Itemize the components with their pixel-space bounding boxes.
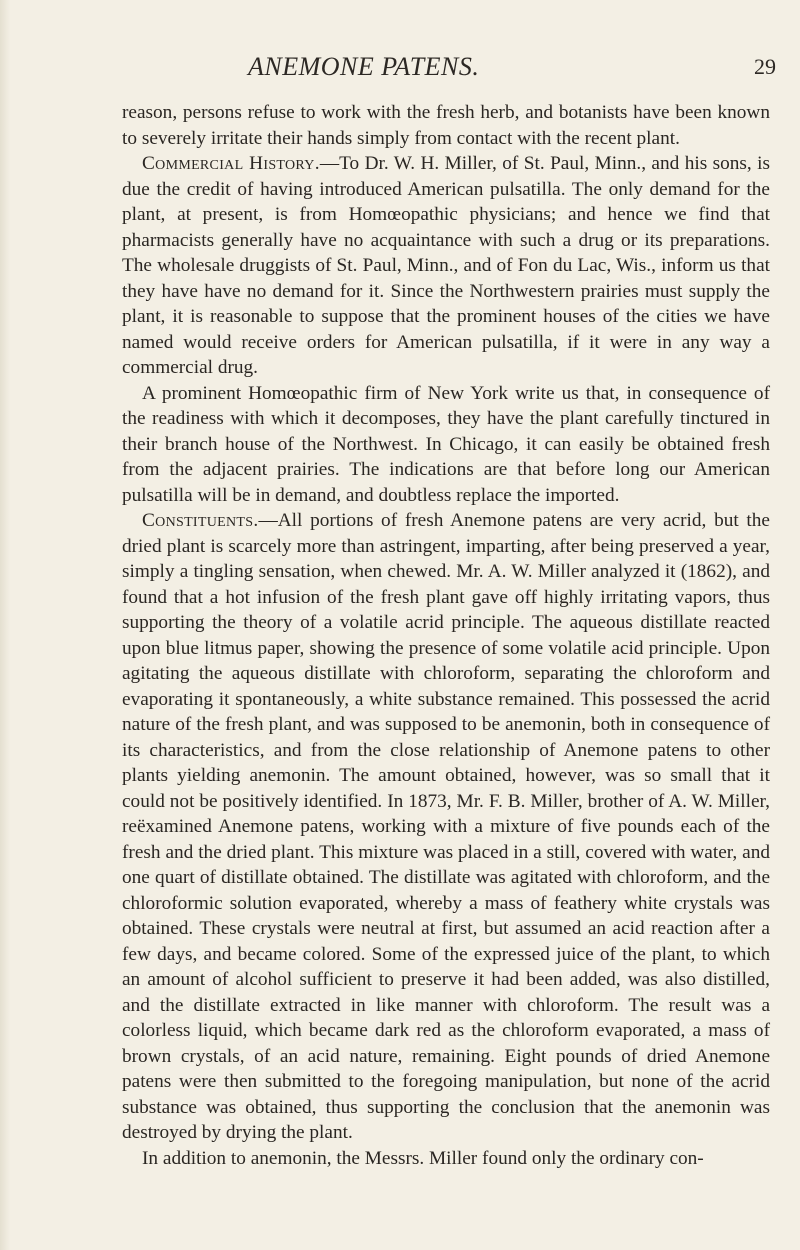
paragraph xyxy=(122,100,770,151)
page-gutter xyxy=(0,0,10,1250)
paragraph xyxy=(122,151,770,381)
body-text xyxy=(122,100,770,1171)
paragraph-text: reason, persons refuse to work with the fresh herb, and botanists have been known to severely irritate their hands simply from contact with the recent plant. xyxy=(122,102,770,149)
section-heading: Constituents. xyxy=(142,510,259,531)
section-heading: Commercial History. xyxy=(142,153,320,174)
paragraph xyxy=(122,381,770,509)
page-number: 29 xyxy=(754,54,776,79)
paragraph xyxy=(122,1146,770,1172)
paragraph-text: A prominent Homœopathic firm of New York write us that, in consequence of the readiness with which it decomposes, they have the plant carefully tinctured in their branch house of the Northwest. In Chicago, it can easily be obtained fresh from the adjacent prairies. The indications are that before long our American pulsatilla will be in demand, and doubtless replace the imported. xyxy=(122,382,770,506)
paragraph-text: In addition to anemonin, the Messrs. Miller found only the ordinary con- xyxy=(142,1147,704,1169)
page-header xyxy=(0,50,800,84)
running-title: ANEMONE PATENS. xyxy=(248,52,480,81)
paragraph xyxy=(122,508,770,1146)
paragraph-text: —To Dr. W. H. Miller, of St. Paul, Minn., and his sons, is due the credit of having introduced American pulsatilla. The only demand for the plant, at present, is from Homœopathic physicians; and hence we find that pharmacists generally have no acquaintance with such a drug or its preparations. The wholesale druggists of St. Paul, Minn., and of Fon du Lac, Wis., inform us that they have have no demand for it. Since the Northwestern prairies must supply the plant, it is reasonable to suppose that the prominent houses of the cities we have named would receive orders for American pulsatilla, if it were in any way a commercial drug. xyxy=(122,153,771,378)
paragraph-text: —All portions of fresh Anemone patens are very acrid, but the dried plant is scarcely more than astringent, imparting, after being preserved a year, simply a tingling sensation, when chewed. Mr. A. W. Miller analyzed it (1862), and found that a hot infusion of the fresh plant gave off highly irritating vapors, thus supporting the theory of a volatile acrid principle. The aqueous distillate reacted upon blue litmus paper, showing the presence of some volatile acid principle. Upon agitating the aqueous distillate with chloroform, separating the chloroform and evaporating it spontaneously, a white substance remained. This possessed the acrid nature of the fresh plant, and was supposed to be anemonin, both in consequence of its characteristics, and from the close relationship of Anemone patens to other plants yielding anemonin. The amount obtained, however, was so small that it could not be positively identified. In 1873, Mr. F. B. Miller, brother of A. W. Miller, reëxamined Anemone patens, working with a mixture of five pounds each of the fresh and the dried plant. This mixture was placed in a still, covered with water, and one quart of distillate obtained. The distillate was agitated with chloroform, and the chloroformic solution evaporated, whereby a mass of feathery white crystals was obtained. These crystals were neutral at first, but assumed an acid reaction after a few days, and became colored. Some of the expressed juice of the plant, to which an amount of alcohol sufficient to preserve it had been added, was also distilled, and the distillate extracted in like manner with chloroform. The result was a colorless liquid, which became dark red as the chloroform evaporated, a mass of brown crystals, of an acid nature, remaining. Eight pounds of dried Anemone patens were then submitted to the foregoing manipulation, but none of the acrid substance was obtained, thus supporting the conclusion that the anemonin was destroyed by drying the plant. xyxy=(122,510,770,1143)
